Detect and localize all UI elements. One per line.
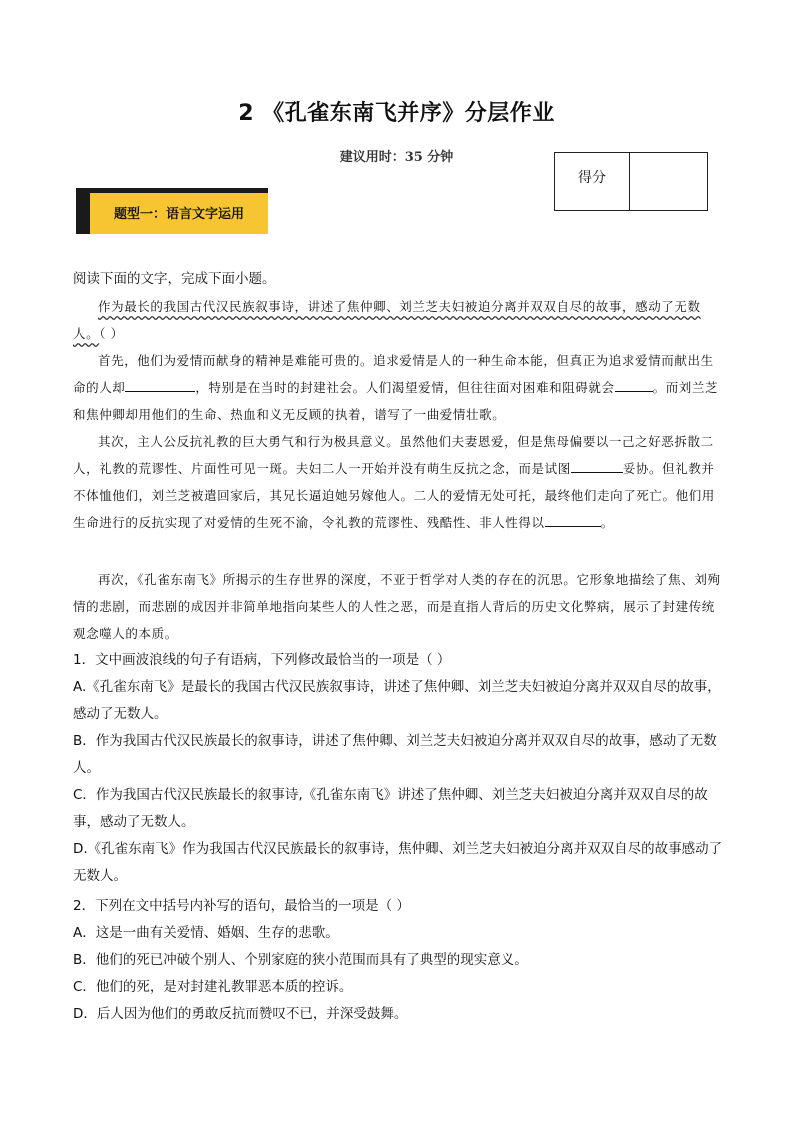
p2-text-b: 妥协。但礼教并不体恤他们，刘兰芝被遣回家后，其兄长逼迫她另嫁他人。二人的爱情无处可托，最终他们走向了死亡。他们用生命进行的反抗实现了对爱情的生死不渝，令礼教的荒谬性、残酷性、非人性得以 (73, 461, 715, 530)
question-1-option-c[interactable]: C．作为我国古代汉民族最长的叙事诗,《孔雀东南飞》讲述了焦仲卿、刘兰芝夫妇被迫分离并双双自尽的故事，感动了无数人。 (73, 787, 708, 830)
p1-text-a: 首先，他们为爱情而献身的精神是难能可贵的。追求爱情是人的一种生命本能，但真正为追求爱情而献出生命的人却 (73, 353, 714, 395)
score-value-cell[interactable] (630, 153, 707, 210)
passage-paragraph-1 (73, 347, 723, 428)
question-2-stem: 2．下列在文中括号内补写的语句，最恰当的一项是（ ） (73, 898, 410, 914)
blank-3 (571, 457, 623, 473)
score-label: 得分 (555, 153, 630, 210)
question-2-option-b[interactable]: B．他们的死已冲破个别人、个别家庭的狭小范围而具有了典型的现实意义。 (73, 952, 528, 968)
question-1-stem: 1．文中画波浪线的句子有语病，下列修改最恰当的一项是（ ） (73, 652, 451, 668)
question-1-option-a[interactable]: A.《孔雀东南飞》是最长的我国古代汉民族叙事诗，讲述了焦仲卿、刘兰芝夫妇被迫分离并双双自尽的故事，感动了无数人。 (73, 679, 721, 722)
p1-text-c: 。而刘兰芝和焦仲卿却用他们的生命、热血和义无反顾的执着，谱写了一曲爱情壮歌。 (73, 380, 719, 422)
blank-1 (125, 376, 195, 392)
wavy-underlined-sentence: 作为最长的我国古代汉民族叙事诗，讲述了焦仲卿、刘兰芝夫妇被迫分离并双双自尽的故事，感动了无数人。 (73, 299, 701, 341)
p2-text-c: 。 (600, 515, 614, 530)
blank-2 (615, 376, 653, 392)
score-box (554, 152, 708, 211)
question-2-option-d[interactable]: D．后人因为他们的勇敢反抗而赞叹不已，并深受鼓舞。 (73, 1006, 408, 1022)
question-type-banner (76, 188, 268, 234)
question-2 (73, 893, 723, 1028)
banner-accent-left (76, 188, 90, 234)
instruction: 阅读下面的文字，完成下面小题。 (73, 271, 276, 287)
lead-paren: （ ） (99, 326, 124, 341)
question-1-option-b[interactable]: B．作为我国古代汉民族最长的叙事诗，讲述了焦仲卿、刘兰芝夫妇被迫分离并双双自尽的故事，感动了无数人。 (73, 733, 717, 776)
page-title: 2 《孔雀东南飞并序》分层作业 (238, 101, 555, 126)
question-2-option-a[interactable]: A．这是一曲有关爱情、婚姻、生存的悲歌。 (73, 925, 339, 941)
passage-lead (73, 293, 723, 347)
question-1-option-d[interactable]: D.《孔雀东南飞》作为我国古代汉民族最长的叙事诗，焦仲卿、刘兰芝夫妇被迫分离并双双自尽的故事感动了无数人。 (73, 841, 723, 884)
question-2-option-c[interactable]: C．他们的死，是对封建礼教罪恶本质的控诉。 (73, 979, 353, 995)
passage-paragraph-3: 再次，《孔雀东南飞》所揭示的生存世界的深度，不亚于哲学对人类的存在的沉思。它形象地描绘了焦、刘殉情的悲剧，而悲剧的成因并非简单地指向某些人的人性之恶，而是直指人背后的历史文化弊病，展示了封建传统观念噬人的本质。 (73, 572, 721, 641)
suggested-time: 建议用时：35 分钟 (339, 150, 454, 165)
passage-paragraph-2 (73, 428, 723, 536)
banner-accent-top (80, 188, 268, 193)
question-1 (73, 647, 723, 890)
p1-text-b: ，特别是在当时的封建社会。人们渴望爱情，但往往面对困难和阻碍就会 (195, 380, 615, 395)
blank-4 (545, 511, 601, 527)
question-type-label: 题型一：语言文字运用 (114, 207, 245, 222)
p2-text-a: 其次，主人公反抗礼教的巨大勇气和行为极具意义。虽然他们夫妻恩爱，但是焦母偏要以一己之好恶拆散二人，礼教的荒谬性、片面性可见一斑。夫妇二人一开始并没有萌生反抗之念，而是试图 (73, 434, 714, 476)
